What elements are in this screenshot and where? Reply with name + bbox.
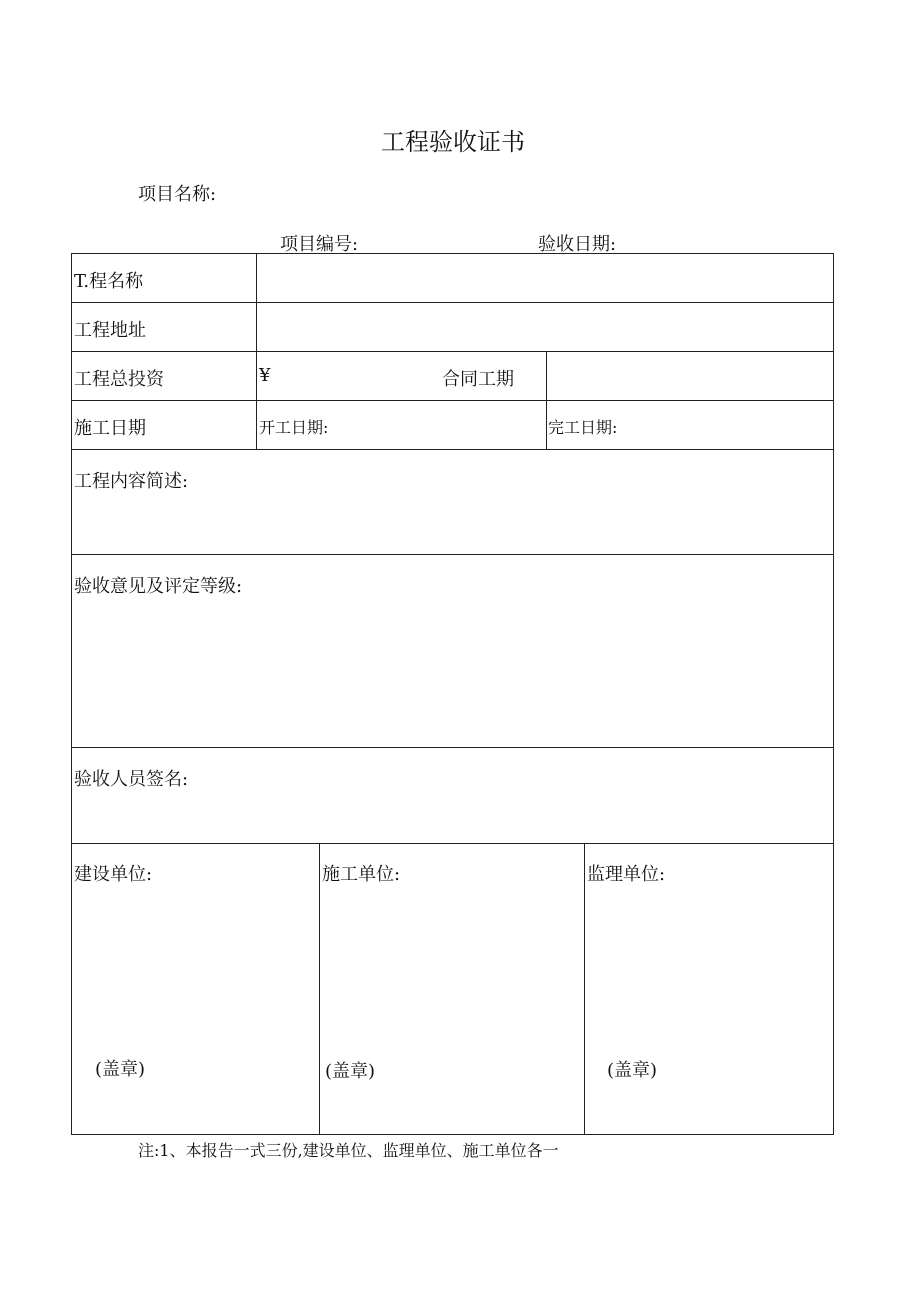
- project-number-label: 项目编号:: [280, 234, 359, 255]
- engineering-name-label: T.程名称: [74, 271, 144, 292]
- currency-symbol: ¥: [259, 365, 271, 386]
- column-divider: [319, 843, 320, 1135]
- project-name-label: 项目名称:: [138, 184, 217, 205]
- engineering-address-label: 工程地址: [74, 320, 146, 341]
- construction-date-label: 施工日期: [74, 418, 146, 439]
- total-investment-label: 工程总投资: [74, 369, 164, 390]
- completion-date-label: 完工日期:: [548, 418, 618, 437]
- construction-unit-seal: (盖章): [95, 1059, 146, 1080]
- document-title: 工程验收证书: [381, 128, 525, 156]
- contract-period-label: 合同工期: [442, 369, 514, 390]
- row-divider: [71, 747, 834, 748]
- row-divider: [71, 351, 834, 352]
- column-divider: [584, 843, 585, 1135]
- construction-unit-label: 建设单位:: [74, 864, 153, 885]
- supervision-unit-seal: (盖章): [607, 1060, 658, 1081]
- row-divider: [71, 302, 834, 303]
- builder-unit-label: 施工单位:: [322, 864, 401, 885]
- row-divider: [71, 843, 834, 844]
- row-divider: [71, 400, 834, 401]
- column-divider: [546, 351, 547, 450]
- footnote: 注:1、本报告一式三份,建设单位、监理单位、施工单位各一: [138, 1141, 559, 1160]
- acceptance-signature-label: 验收人员签名:: [74, 769, 189, 790]
- acceptance-date-label: 验收日期:: [538, 234, 617, 255]
- column-divider: [256, 253, 257, 450]
- content-summary-label: 工程内容简述:: [74, 471, 189, 492]
- builder-unit-seal: (盖章): [325, 1061, 376, 1082]
- start-date-label: 开工日期:: [259, 418, 329, 437]
- supervision-unit-label: 监理单位:: [587, 864, 666, 885]
- row-divider: [71, 449, 834, 450]
- row-divider: [71, 554, 834, 555]
- acceptance-opinion-label: 验收意见及评定等级:: [74, 576, 243, 597]
